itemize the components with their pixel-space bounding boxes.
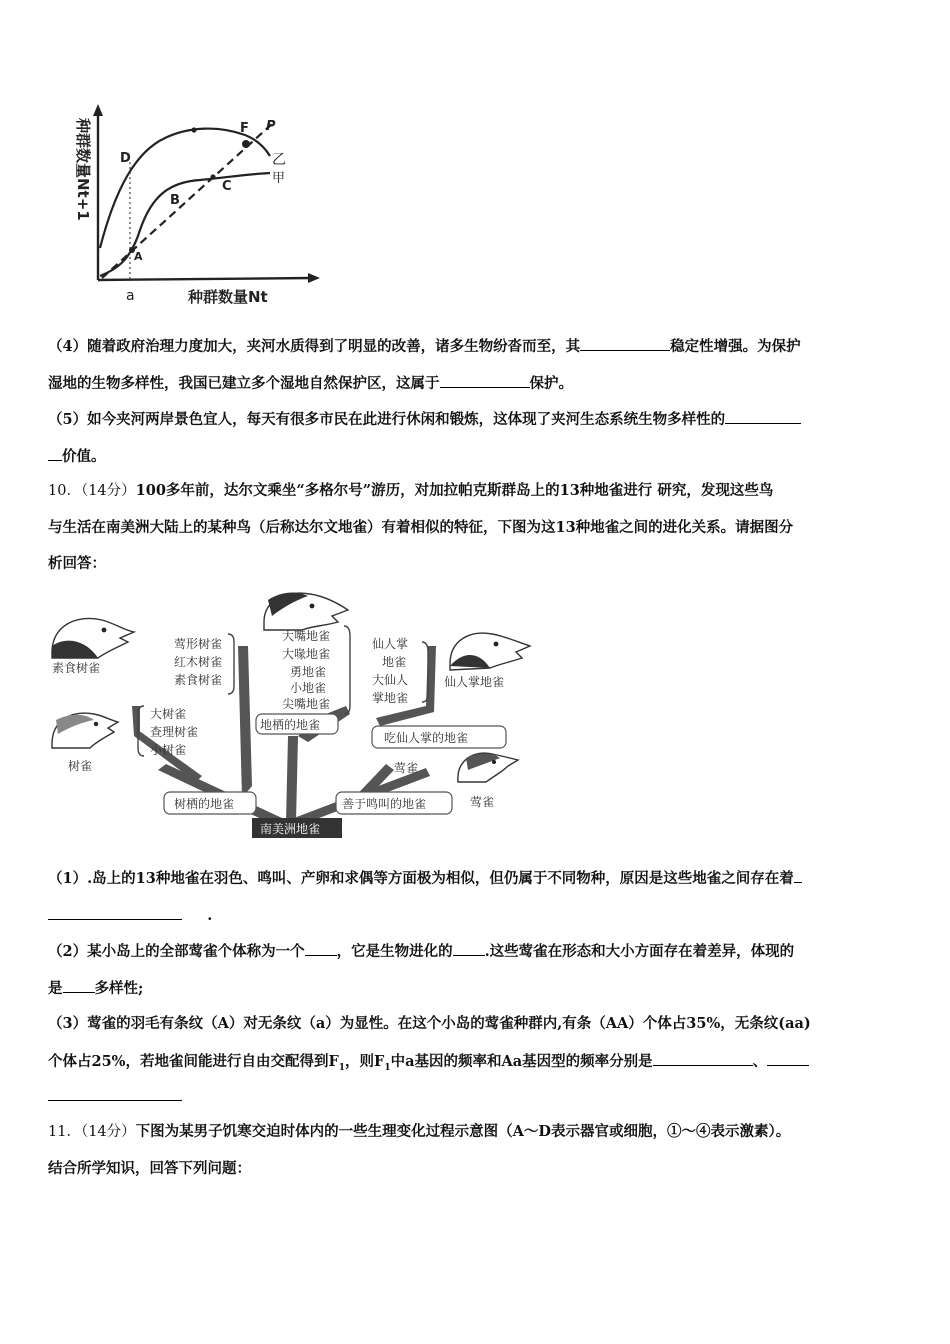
bird-warbler-icon — [458, 753, 518, 782]
answer-blank[interactable] — [48, 905, 182, 920]
q10-part2-line1: （2）某小岛上的全部莺雀个体称为一个 ，它是生物进化的 .这些莺雀在形态和大小方面存在着差异，体现的 — [48, 943, 795, 960]
q10-stem-line1: 10．（14分）100多年前，达尔文乘坐“多格尔号”游历，对加拉帕克斯群岛上的13种地雀进行 研究，发现这些鸟 — [48, 482, 774, 499]
finch-name: 地雀 — [382, 655, 407, 669]
finch-name: 莺形树雀 — [174, 637, 223, 651]
bird-label-tree: 树雀 — [68, 759, 93, 773]
finch-name: 勇地雀 — [290, 665, 327, 679]
point-top — [191, 127, 196, 132]
tree-branch-center — [286, 736, 298, 822]
q10-part3-line1: （3）莺雀的羽毛有条纹（A）对无条纹（a）为显性。在这个小岛的莺雀种群内,有条（AA）个体占35%，无条纹(aa) — [48, 1015, 811, 1032]
label-yi: 乙 — [272, 152, 286, 168]
x-axis-label: 种群数量Nt — [188, 288, 268, 306]
finch-name: 大树雀 — [150, 707, 187, 721]
svg-text:大树雀 — [150, 706, 186, 721]
point-f — [242, 140, 250, 148]
label-p: P — [266, 119, 276, 134]
q9-part5-line2: 价值。 — [48, 446, 908, 467]
svg-text:仙人掌 — [372, 636, 408, 651]
label-cactus-finches: 吃仙人掌的地雀 — [384, 731, 469, 745]
answer-blank[interactable] — [453, 941, 485, 956]
answer-blank[interactable] — [580, 336, 670, 351]
label-root: 南美洲地雀 — [260, 822, 321, 836]
label-f: F — [240, 121, 249, 136]
answer-blank[interactable] — [48, 1086, 182, 1101]
svg-text:勇地雀 — [290, 664, 326, 679]
finch-evolution-diagram — [46, 586, 536, 838]
answer-blank[interactable] — [767, 1051, 809, 1066]
finch-name: 素食树雀 — [174, 673, 223, 687]
answer-blank[interactable] — [440, 373, 530, 388]
label-a-point: A — [134, 250, 143, 263]
q10-stem-line3: 析回答： — [48, 555, 106, 572]
q9-part5-line1: （5）如今夹河两岸景色宜人，每天有很多市民在此进行休闲和锻炼，这体现了夹河生态系统生物多样性的 — [48, 409, 908, 430]
svg-text:红木树雀 — [174, 654, 222, 669]
finch-name: 尖嘴地雀 — [282, 697, 331, 711]
y-axis-label: 种群数量Nt+1 — [74, 118, 92, 221]
svg-text:地雀 — [382, 654, 406, 669]
svg-text:大仙人 — [372, 672, 408, 687]
bird-tree-icon — [52, 713, 118, 748]
label-warbler-branch: 莺雀 — [394, 761, 419, 775]
q11-stem-line1: 11．（14分）下图为某男子饥寒交迫时体内的一些生理变化过程示意图（A～D表示器官或细胞，①～④表示激素）。 — [48, 1123, 791, 1140]
label-ground-finches: 地栖的地雀 — [260, 718, 321, 732]
y-axis-arrow — [93, 104, 103, 116]
bird-label-vegetarian: 素食树雀 — [52, 661, 101, 675]
answer-blank[interactable] — [48, 446, 62, 461]
svg-text:莺形树雀 — [174, 636, 222, 651]
label-b: B — [170, 193, 180, 208]
bird-label-warbler: 莺雀 — [470, 795, 495, 809]
svg-text:素食树雀 — [174, 672, 222, 687]
svg-text:尖嘴地雀 — [282, 696, 330, 711]
finch-name: 大仙人 — [372, 673, 409, 687]
q11-stem-line2: 结合所学知识，回答下列问题： — [48, 1160, 251, 1177]
q10-part2-line2: 是 多样性; — [48, 980, 144, 997]
finch-name: 仙人掌 — [372, 637, 409, 651]
finch-name: 掌地雀 — [372, 691, 409, 705]
svg-text:小树雀 — [150, 742, 186, 757]
point-c — [210, 174, 215, 179]
curve-jia — [100, 173, 270, 276]
svg-text:掌地雀 — [372, 690, 408, 705]
finch-name: 大嘴地雀 — [282, 629, 331, 643]
bracket-group3 — [344, 626, 350, 714]
answer-blank[interactable] — [653, 1051, 753, 1066]
bird-large-ground-icon — [264, 593, 348, 630]
bird-vegetarian-icon — [52, 618, 134, 658]
answer-blank[interactable] — [725, 409, 801, 424]
label-tree-finches: 树栖的地雀 — [174, 797, 235, 811]
bracket-group1 — [228, 634, 234, 694]
tree-branch-tree-finch — [238, 646, 252, 798]
bird-label-cactus: 仙人掌地雀 — [444, 675, 505, 689]
bird-cactus-icon — [450, 633, 530, 670]
answer-blank[interactable] — [63, 978, 95, 993]
finch-name: 小地雀 — [290, 681, 327, 695]
q10-stem-line2: 与生活在南美洲大陆上的某种鸟（后称达尔文地雀）有着相似的特征，下图为这13种地雀之间的进化关系。请据图分 — [48, 519, 794, 536]
label-singing-finches: 善于鸣叫的地雀 — [342, 797, 427, 811]
population-graph — [60, 100, 330, 310]
q10-part3-line3 — [48, 1086, 908, 1107]
q10-part1-line2: . — [48, 905, 908, 926]
label-d: D — [120, 151, 131, 166]
x-tick-a: a — [126, 288, 135, 304]
q10-part1-line1: （1）.岛上的13种地雀在羽色、鸣叫、产卵和求偶等方面极为相似，但仍属于不同物种，原因是这些地雀之间存在着 — [48, 868, 908, 889]
svg-text:大喙地雀 — [282, 646, 330, 661]
label-jia: 甲 — [272, 171, 286, 186]
svg-text:小地雀 — [290, 680, 326, 695]
finch-name: 小树雀 — [150, 743, 187, 757]
finch-name: 大喙地雀 — [282, 647, 331, 661]
answer-blank[interactable] — [794, 868, 802, 883]
svg-text:查理树雀 — [150, 724, 198, 739]
finch-name: 红木树雀 — [174, 655, 223, 669]
q10-part3-line2: 个体占25%，若地雀间能进行自由交配得到$F_1$，则$F_1$中a基因的频率和Aa基因型的频率分别是 、 — [48, 1051, 908, 1078]
label-c: C — [222, 179, 232, 194]
answer-blank[interactable] — [305, 941, 337, 956]
q9-part4-line1: （4）随着政府治理力度加大，夹河水质得到了明显的改善，诸多生物纷沓而至，其 稳定性增强。为保护 — [48, 338, 801, 355]
x-axis-arrow — [308, 273, 320, 283]
finch-name: 查理树雀 — [150, 725, 199, 739]
q9-part4-line2: 湿地的生物多样性，我国已建立多个湿地自然保护区，这属于 保护。 — [48, 375, 573, 392]
